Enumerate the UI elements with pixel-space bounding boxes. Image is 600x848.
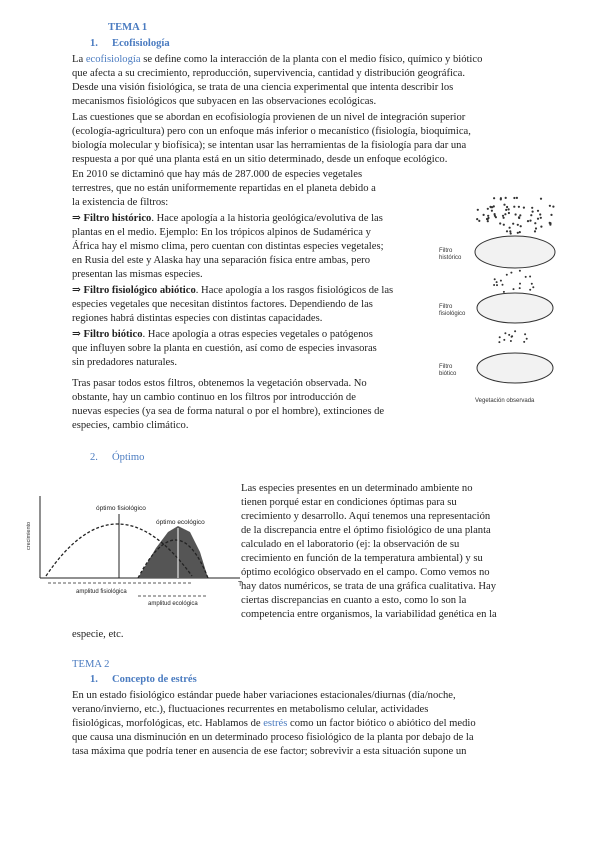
species-dot	[493, 197, 495, 199]
species-dot	[537, 218, 539, 220]
section-title: Ecofisiología	[112, 38, 170, 49]
label-amplitude-physio: amplitud fisiológica	[76, 589, 127, 595]
species-dot	[503, 339, 505, 341]
species-dot	[506, 206, 508, 208]
tema2-title: TEMA 2	[72, 659, 110, 670]
species-dot	[500, 280, 502, 282]
paragraph-line: tienen porqué estar en condiciones óptimas para su	[241, 497, 457, 508]
species-dot	[503, 204, 505, 206]
paragraph-line: ⇒ Filtro fisiológico abiótico. Hace apología a los rasgos fisiológicos de las	[72, 285, 394, 296]
paragraph-line: Desde una visión fisiológica, se trata de una ciencia experimental que intenta describir los	[72, 82, 454, 93]
species-dot	[519, 214, 521, 216]
filter-label: Filtro	[439, 248, 453, 254]
term-filtro-biotico: Filtro biótico	[83, 329, 143, 340]
filter-label: Filtro	[439, 364, 453, 370]
species-dot	[511, 335, 513, 337]
species-dot	[517, 224, 519, 226]
species-dot	[487, 215, 489, 217]
paragraph-line: sin predadores naturales.	[72, 357, 178, 368]
species-dot	[487, 208, 489, 210]
paragraph-line: tasa máxima que podría tener en ausencia de ese factor; sobrevivir a esta situación supone un	[72, 746, 467, 757]
section-number: 1.	[90, 38, 98, 49]
paragraph-line: que influyen sobre la planta en cuestión, así como de especies invasoras	[72, 343, 377, 354]
species-dot	[540, 217, 542, 219]
species-dot	[504, 332, 506, 334]
species-dot	[493, 205, 495, 207]
paragraph-line: En un estado fisiológico estándar puede haber variaciones estacionales/diurnas (día/noche,	[72, 690, 456, 701]
paragraph-line: terrestres, que no están uniformemente repartidas en el planeta debido a	[72, 183, 376, 194]
paragraph-line: (ecología-agricultura) pero con un enfoque más inferior o mecanístico (fisiología, bioquímica,	[72, 126, 471, 137]
species-dot	[508, 212, 510, 214]
species-dot	[549, 224, 551, 226]
species-dot	[483, 214, 485, 216]
species-dot	[513, 197, 515, 199]
species-dot	[478, 220, 480, 222]
species-dot	[519, 231, 521, 233]
species-dot	[516, 197, 518, 199]
species-dot	[537, 210, 539, 212]
paragraph-line: mecanismos fisiológicos que subyacen en las observaciones ecológicas.	[72, 96, 377, 107]
species-dot	[491, 210, 493, 212]
species-dot	[500, 197, 502, 199]
species-dot	[476, 218, 478, 220]
section-estres-heading	[90, 673, 197, 687]
section-ecofisiologia-heading	[90, 37, 170, 51]
label-physio-optimum: óptimo fisiológico	[96, 505, 146, 512]
species-dot	[529, 276, 531, 278]
species-dot	[514, 330, 516, 332]
filter-label: Filtro	[439, 304, 453, 310]
species-dot	[509, 227, 511, 229]
species-dot	[493, 284, 495, 286]
species-dot	[505, 209, 507, 211]
species-dot	[527, 220, 529, 222]
x-axis-label: T	[238, 581, 243, 588]
species-dot	[532, 286, 534, 288]
species-dot	[526, 338, 528, 340]
species-dot	[519, 283, 521, 285]
paragraph-line: hay datos numéricos, se trata de una gráfica cualitativa. Hay	[241, 581, 497, 592]
section-title: Concepto de estrés	[112, 674, 197, 685]
species-dot	[534, 222, 536, 224]
species-dot	[494, 278, 496, 280]
label-amplitude-eco: amplitud ecológica	[148, 601, 198, 607]
species-dot	[540, 198, 542, 200]
species-dot	[535, 227, 537, 229]
species-dot	[517, 232, 519, 234]
species-dot	[525, 276, 527, 278]
species-dot	[524, 333, 526, 335]
filter-diagram	[435, 190, 565, 410]
species-dot	[539, 213, 541, 215]
vegetation-label: Vegetación observada	[475, 398, 535, 404]
species-dot	[520, 225, 522, 227]
section-number: 2.	[90, 452, 98, 463]
species-dot	[499, 336, 501, 338]
paragraph-line: crecimiento y desarrollo. Aquí tenemos una representación	[241, 511, 491, 522]
species-dot	[518, 216, 520, 218]
label-eco-optimum: óptimo ecológico	[156, 519, 205, 526]
species-dot	[503, 217, 505, 219]
species-dot	[550, 214, 552, 216]
paragraph-line: respuesta a por qué una planta está en un sitio determinado, desde un enfoque ecológico.	[72, 154, 448, 165]
paragraph-line: Las cuestiones que se abordan en ecofisiología provienen de un nivel de integración superior	[72, 112, 466, 123]
species-dot	[530, 214, 532, 216]
paragraph-line: fisiológicas, morfológicas, etc. Hablamos de estrés como un factor biótico o abiótico del medio	[72, 718, 476, 729]
species-dot	[531, 207, 533, 209]
paragraph-line: especies vegetales que necesitan distintos factores. Dependiendo de las	[72, 299, 373, 310]
species-dot	[510, 272, 512, 274]
paragraph-line: obstante, hay un cambio continuo en los filtros por introducción de	[72, 392, 356, 403]
species-dot	[512, 223, 514, 225]
paragraph-line: En 2010 se dictaminó que hay más de 287.000 de especies vegetales	[72, 169, 363, 180]
species-dot	[477, 209, 479, 211]
paragraph-line: Las especies presentes en un determinado ambiente no	[241, 483, 473, 494]
species-dot	[494, 215, 496, 217]
section-number: 1.	[90, 674, 98, 685]
species-dot	[502, 284, 504, 286]
paragraph-line: la existencia de filtros:	[72, 197, 169, 208]
species-dot	[503, 291, 505, 293]
species-dot	[509, 230, 511, 232]
species-dot	[519, 270, 521, 272]
species-dot	[534, 230, 536, 232]
paragraph-line: regiones habrá distintas especies con distintas capacidades.	[72, 313, 323, 324]
paragraph-line: nuevas especies (ya sea de forma natural o por el hombre), extinciones de	[72, 406, 385, 417]
tema1-title: TEMA 1	[108, 22, 148, 33]
species-dot	[510, 340, 512, 342]
species-dot	[496, 284, 498, 286]
species-dot	[532, 211, 534, 213]
term-ecofisiologia: ecofisiología	[85, 54, 141, 65]
filter-biotic-disc	[477, 353, 553, 383]
species-dot	[510, 232, 512, 234]
species-dot	[506, 230, 508, 232]
species-dot	[513, 206, 515, 208]
filter-physio-disc	[477, 293, 553, 323]
optimum-chart	[18, 492, 248, 612]
term-estres: estrés	[263, 718, 288, 729]
paragraph-line: verano/invierno, etc.), fluctuaciones recurrentes en metabolismo celular, actividades	[72, 704, 429, 715]
species-dot	[505, 197, 507, 199]
species-dot	[508, 334, 510, 336]
paragraph-line: plantas en el medio. Ejemplo: En los trópicos alpinos de Sudamérica y	[72, 227, 371, 238]
species-dot	[540, 226, 542, 228]
filter-label: fisiológico	[439, 311, 466, 317]
filter-label: biótico	[439, 371, 457, 377]
species-dot	[499, 222, 501, 224]
paragraph-line: crecimiento en función de la temperatura ambiental) y su	[241, 553, 483, 564]
paragraph-line: La ecofisiología se define como la interacción de la planta con el medio físico, químico y biótico	[72, 54, 483, 65]
species-dot	[502, 215, 504, 217]
paragraph-line: calculado en el laboratorio (ej: la observación de su	[241, 539, 460, 550]
species-dot	[523, 341, 525, 343]
paragraph-line: competencia entre organismos, la variabilidad genética en la	[241, 609, 497, 620]
species-dot	[504, 213, 506, 215]
species-dot	[552, 206, 554, 208]
species-dot	[487, 220, 489, 222]
term-filtro-historico: Filtro histórico	[83, 213, 152, 224]
species-dots	[476, 197, 554, 379]
paragraph-line: ciertas discrepancias en cuanto a esto, como lo son la	[241, 595, 467, 606]
species-dot	[513, 288, 515, 290]
species-dot	[531, 283, 533, 285]
paragraph-line: especies, cambio climático.	[72, 420, 189, 431]
filter-historic-disc	[475, 236, 555, 268]
paragraph-line: África hay el mismo clima, pero cuentan con distintas especies vegetales;	[72, 241, 384, 252]
species-dot	[523, 207, 525, 209]
species-dot	[529, 220, 531, 222]
section-title: Óptimo	[112, 452, 145, 463]
paragraph-line: que causa una disminución en un determinado proceso fisiológico de la planta por debajo de la	[72, 732, 474, 743]
term-filtro-abiotico: Filtro fisiológico abiótico	[83, 285, 196, 296]
section-optimo-heading	[90, 451, 144, 465]
y-axis-label: crecimiento	[26, 521, 32, 550]
species-dot	[503, 224, 505, 226]
species-dot	[489, 206, 491, 208]
paragraph-line: óptimo ecológico observado en el campo. Como vemos no	[241, 567, 490, 578]
paragraph-line: ⇒ Filtro biótico. Hace apología a otras especies vegetales o patógenos	[72, 329, 373, 340]
filter-label: histórico	[439, 255, 462, 261]
species-dot	[487, 217, 489, 219]
species-dot	[549, 205, 551, 207]
species-dot	[508, 208, 510, 210]
paragraph-line: presentan las mismas especies.	[72, 269, 203, 280]
species-dot	[498, 341, 500, 343]
species-dot	[506, 274, 508, 276]
paragraph-line: en Rusia del este y Alaska hay una separación física entre ambas, pero	[72, 255, 370, 266]
species-dot	[519, 287, 521, 289]
paragraph-line: biología molecular y biofísica); se intentan usar las herramientas de la fisiología para dar una	[72, 140, 467, 151]
species-dot	[518, 206, 520, 208]
species-dot	[529, 289, 531, 291]
species-dot	[496, 281, 498, 283]
species-dot	[515, 213, 517, 215]
paragraph-line: de la discrepancia entre el óptimo fisiológico de una planta	[241, 525, 491, 536]
paragraph-line: ⇒ Filtro histórico. Hace apología a la historia geológica/evolutiva de las	[72, 213, 383, 224]
paragraph-line: que afecta a su crecimiento, reproducción, supervivencia, cantidad y distribución geográfica.	[72, 68, 465, 79]
paragraph-line: especie, etc.	[72, 629, 124, 640]
paragraph-line: Tras pasar todos estos filtros, obtenemos la vegetación observada. No	[72, 378, 367, 389]
